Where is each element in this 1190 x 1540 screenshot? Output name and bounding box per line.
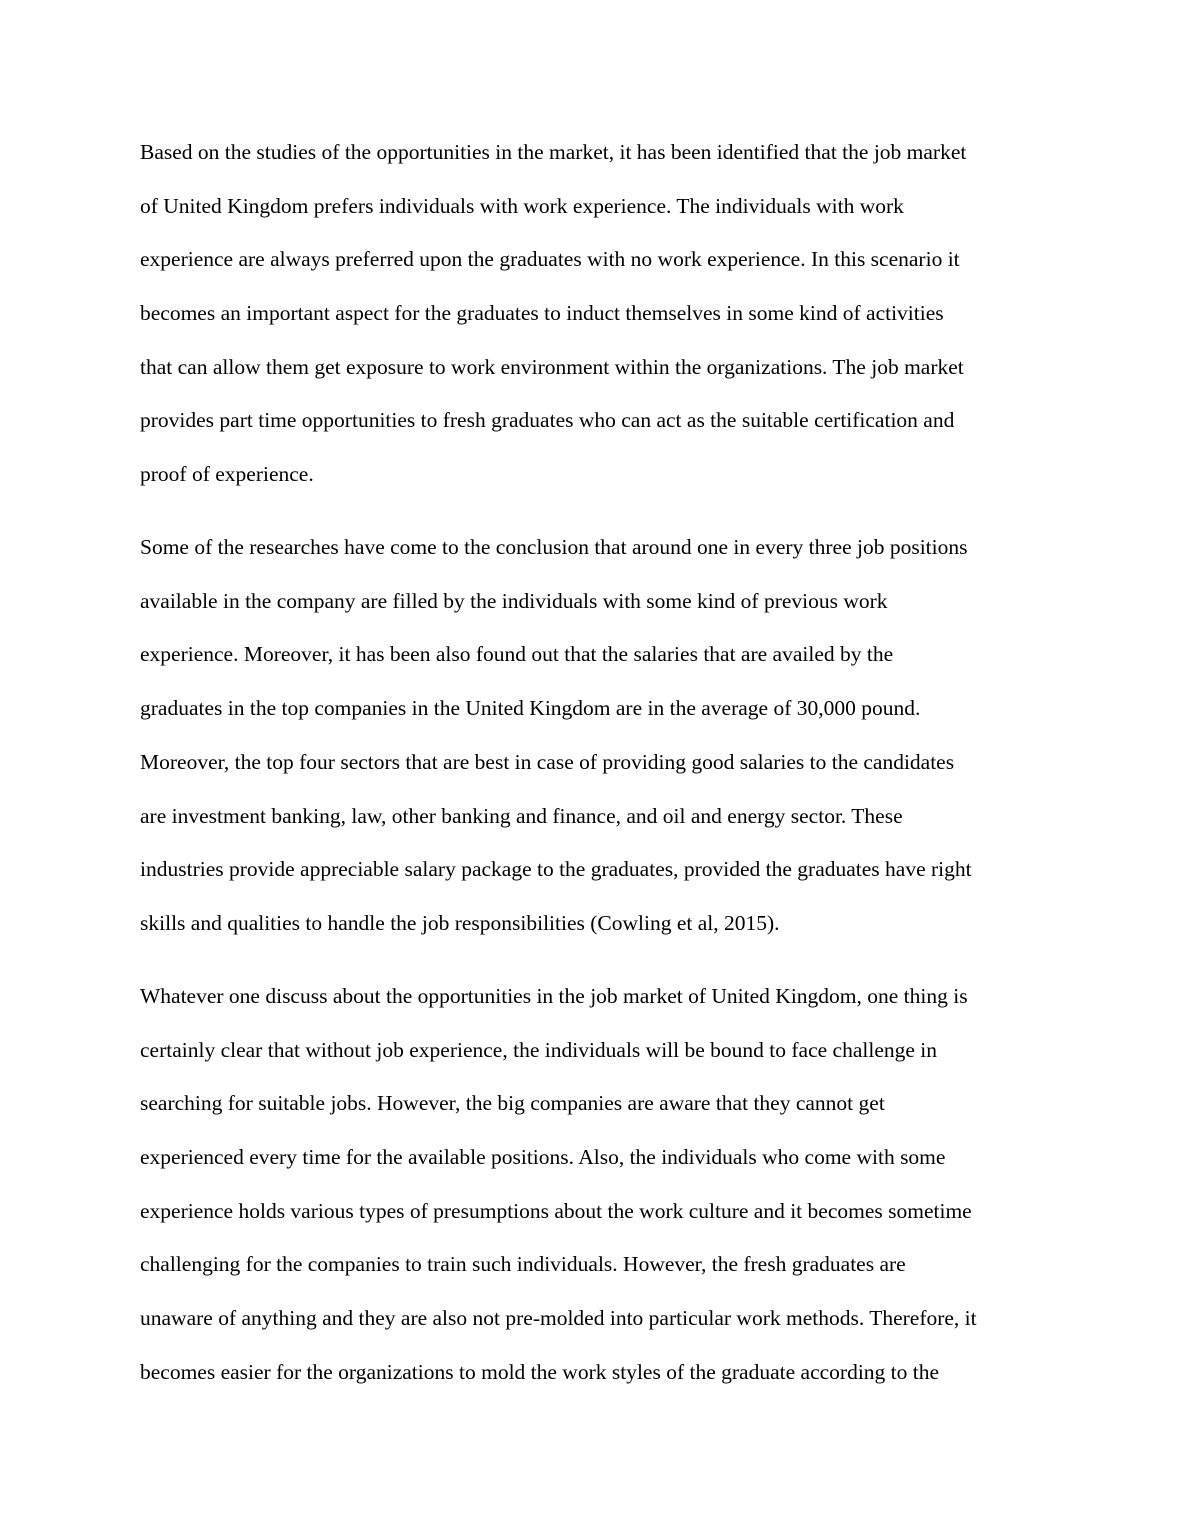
text-line: of United Kingdom prefers individuals with work experience. The individuals with work: [140, 193, 904, 218]
text-line: experienced every time for the available positions. Also, the individuals who come with some: [140, 1144, 946, 1169]
text-line: searching for suitable jobs. However, the big companies are aware that they cannot get: [140, 1091, 885, 1116]
paragraph-1: [140, 126, 1060, 502]
text-line: becomes easier for the organizations to mold the work styles of the graduate according to the: [140, 1359, 940, 1384]
text-line: proof of experience.: [140, 462, 314, 487]
text-line: that can allow them get exposure to work environment within the organizations. The job market: [140, 354, 964, 379]
text-line: provides part time opportunities to fresh graduates who can act as the suitable certification and: [140, 408, 955, 433]
text-line: graduates in the top companies in the United Kingdom are in the average of 30,000 pound.: [140, 696, 921, 721]
paragraph-spacer: [140, 502, 1060, 521]
text-line: experience. Moreover, it has been also found out that the salaries that are availed by the: [140, 642, 894, 667]
paragraph-spacer: [140, 951, 1060, 970]
text-line: experience holds various types of presumptions about the work culture and it becomes sometime: [140, 1198, 972, 1223]
text-line: becomes an important aspect for the graduates to induct themselves in some kind of activities: [140, 301, 944, 326]
document-body: [140, 126, 1060, 1399]
text-line: available in the company are filled by the individuals with some kind of previous work: [140, 588, 888, 613]
text-line: certainly clear that without job experience, the individuals will be bound to face challenge in: [140, 1037, 938, 1062]
text-line: are investment banking, law, other banking and finance, and oil and energy sector. These: [140, 803, 903, 828]
text-line: Moreover, the top four sectors that are best in case of providing good salaries to the candidates: [140, 749, 955, 774]
paragraph-2: [140, 521, 1060, 951]
text-line: Based on the studies of the opportunities in the market, it has been identified that the job market: [140, 140, 967, 164]
paragraph-3: [140, 970, 1060, 1400]
text-line: industries provide appreciable salary package to the graduates, provided the graduates have right: [140, 857, 972, 882]
text-line: skills and qualities to handle the job responsibilities (Cowling et al, 2015).: [140, 910, 780, 935]
text-line: experience are always preferred upon the graduates with no work experience. In this scenario it: [140, 247, 960, 272]
text-line: unaware of anything and they are also not pre-molded into particular work methods. Therefore, it: [140, 1306, 977, 1331]
text-line: challenging for the companies to train such individuals. However, the fresh graduates are: [140, 1252, 906, 1277]
text-line: Some of the researches have come to the conclusion that around one in every three job positions: [140, 535, 968, 560]
text-line: Whatever one discuss about the opportunities in the job market of United Kingdom, one thing is: [140, 983, 968, 1008]
